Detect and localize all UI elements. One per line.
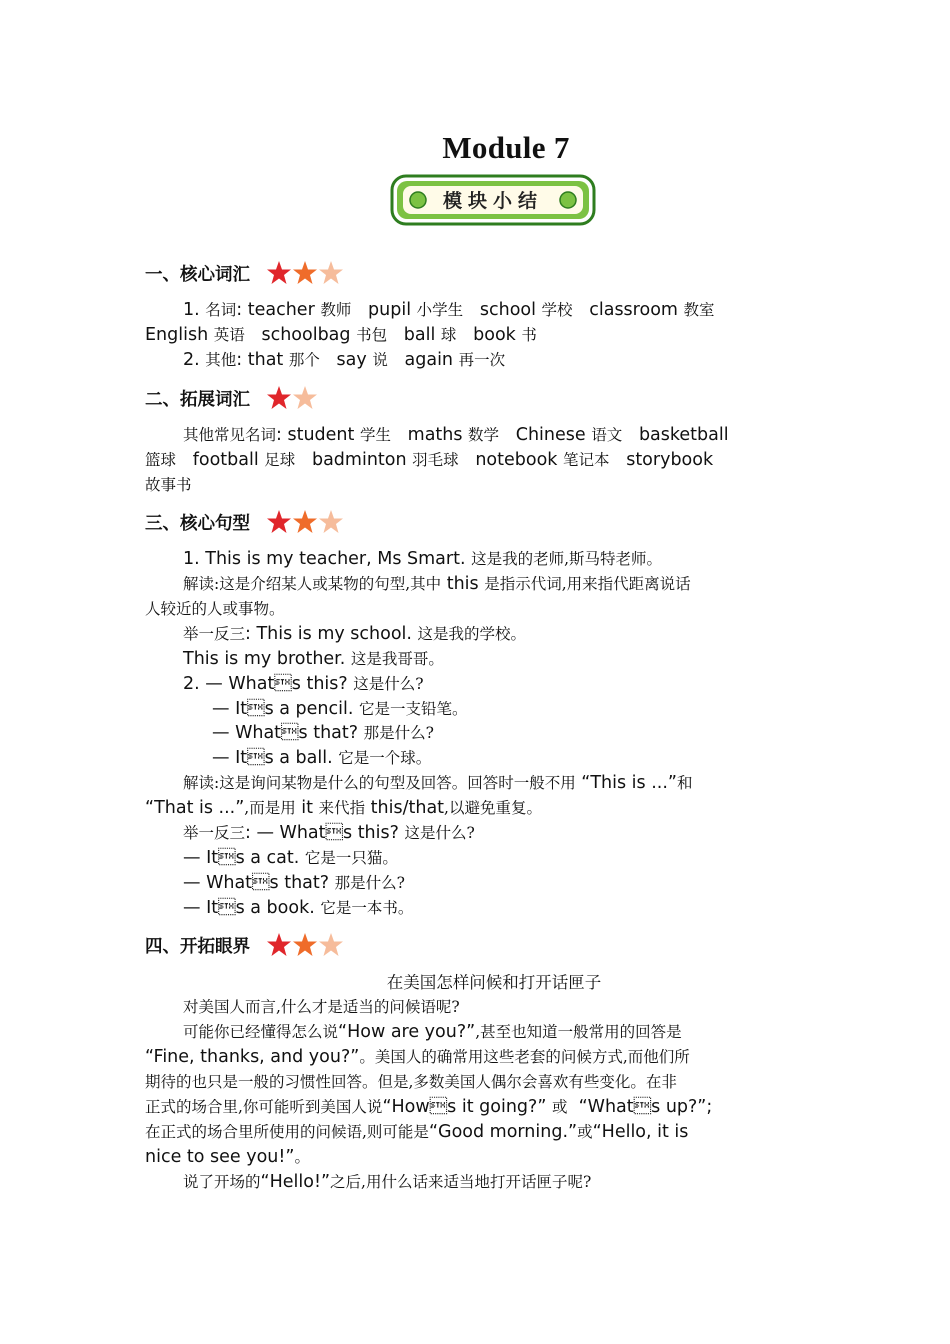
section-heading-extended-vocab bbox=[145, 385, 320, 411]
vocab-line-1: 1. 名词: teacher 教师 pupil 小学生 school 学校 classroom 教室 bbox=[183, 300, 715, 320]
rating-stars bbox=[266, 260, 346, 286]
star-half-icon bbox=[293, 386, 317, 409]
star-full-icon bbox=[293, 510, 317, 533]
sentence-line: 举一反三: — Whats this? 这是什么? bbox=[183, 823, 475, 843]
star-full-icon bbox=[267, 386, 291, 409]
sentence-line: — Whats that? 那是什么? bbox=[183, 873, 405, 893]
section-heading-core-vocab bbox=[145, 260, 346, 286]
sentence-line: 2. — Whats this? 这是什么? bbox=[183, 674, 424, 694]
article-line: 可能你已经懂得怎么说“How are you?”,甚至也知道一般常用的回答是 bbox=[183, 1022, 682, 1042]
rating-stars bbox=[266, 932, 346, 958]
article-title: 在美国怎样问候和打开话匣子 bbox=[386, 973, 602, 992]
sentence-line: — Its a ball. 它是一个球。 bbox=[212, 748, 432, 768]
star-half-icon bbox=[319, 510, 343, 533]
ext-line-2: 篮球 football 足球 badminton 羽毛球 notebook 笔记本 storybook bbox=[145, 450, 714, 470]
article-line: nice to see you!”。 bbox=[145, 1147, 311, 1167]
sentence-line: — Its a cat. 它是一只猫。 bbox=[183, 848, 398, 868]
ext-line-1: 其他常见名词: student 学生 maths 数学 Chinese 语文 basketball bbox=[183, 425, 729, 445]
sentence-line: 1. This is my teacher, Ms Smart. 这是我的老师,斯马特老师。 bbox=[183, 549, 663, 569]
star-half-icon bbox=[319, 261, 343, 284]
section-title: 一、核心词汇 bbox=[145, 264, 250, 285]
sentence-line: — Whats that? 那是什么? bbox=[212, 723, 434, 743]
article-line: 正式的场合里,你可能听到美国人说“Hows it going?” 或 “Whats up?”; bbox=[145, 1097, 713, 1117]
module-summary-badge bbox=[390, 174, 596, 226]
sentence-line: 解读:这是介绍某人或某物的句型,其中 this 是指示代词,用来指代距离说话 bbox=[183, 574, 691, 594]
star-full-icon bbox=[293, 261, 317, 284]
section-heading-broaden-horizons bbox=[145, 932, 346, 958]
article-line: 在正式的场合里所使用的问候语,则可能是“Good morning.”或“Hello, it is bbox=[145, 1122, 689, 1142]
article-line: “Fine, thanks, and you?”。美国人的确常用这些老套的问候方式,而他们所 bbox=[145, 1047, 690, 1067]
vocab-line-3: 2. 其他: that 那个 say 说 again 再一次 bbox=[183, 350, 506, 370]
star-full-icon bbox=[293, 933, 317, 956]
badge-dot-left-icon bbox=[410, 192, 426, 208]
star-half-icon bbox=[319, 933, 343, 956]
section-title: 四、开拓眼界 bbox=[145, 936, 250, 957]
sentence-line: — Its a pencil. 它是一支铅笔。 bbox=[212, 699, 468, 719]
sentence-line: — Its a book. 它是一本书。 bbox=[183, 898, 414, 918]
section-heading-core-sentences bbox=[145, 509, 346, 535]
sentence-line: 举一反三: This is my school. 这是我的学校。 bbox=[183, 624, 527, 644]
section-title: 三、核心句型 bbox=[145, 513, 250, 534]
rating-stars bbox=[266, 385, 320, 411]
sentence-line: 人较近的人或事物。 bbox=[145, 600, 285, 618]
badge-label: 模块小结 bbox=[442, 190, 544, 212]
section-title: 二、拓展词汇 bbox=[145, 389, 250, 410]
module-title: Module 7 bbox=[442, 130, 570, 165]
sentence-line: 解读:这是询问某物是什么的句型及回答。回答时一般不用 “This is ...”和 bbox=[183, 773, 693, 793]
article-line: 对美国人而言,什么才是适当的问候语呢? bbox=[183, 998, 460, 1016]
star-full-icon bbox=[267, 933, 291, 956]
star-full-icon bbox=[267, 510, 291, 533]
article-line: 说了开场的“Hello!”之后,用什么话来适当地打开话匣子呢? bbox=[183, 1172, 592, 1192]
article-line: 期待的也只是一般的习惯性回答。但是,多数美国人偶尔会喜欢有些变化。在非 bbox=[145, 1073, 677, 1091]
rating-stars bbox=[266, 509, 346, 535]
star-full-icon bbox=[267, 261, 291, 284]
sentence-line: “That is ...”,而是用 it 来代指 this/that,以避免重复。 bbox=[145, 798, 542, 818]
badge-dot-right-icon bbox=[560, 192, 576, 208]
sentence-line: This is my brother. 这是我哥哥。 bbox=[183, 649, 444, 669]
vocab-line-2: English 英语 schoolbag 书包 ball 球 book 书 bbox=[145, 325, 537, 345]
ext-line-3: 故事书 bbox=[145, 476, 192, 494]
